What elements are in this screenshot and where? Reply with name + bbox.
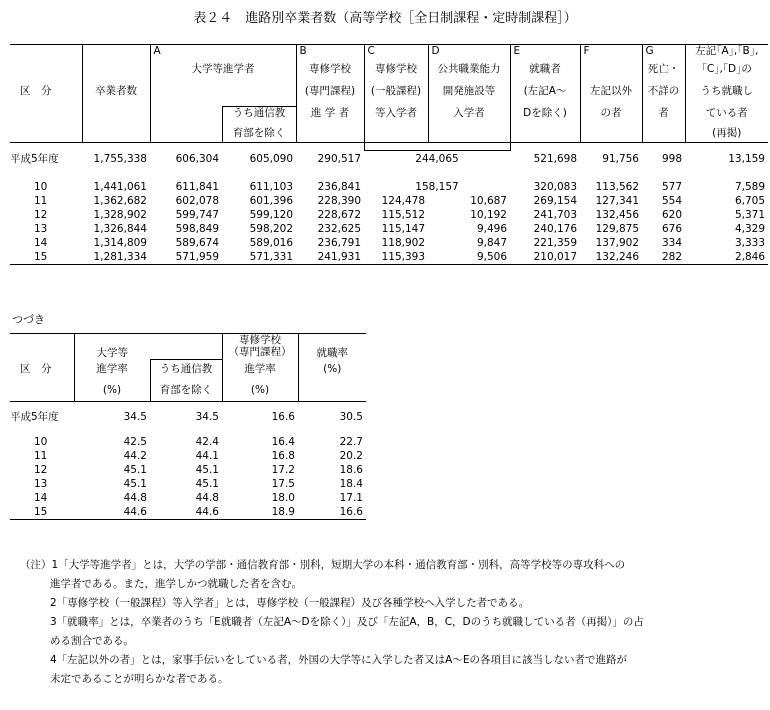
cell-a: 571,959	[150, 251, 222, 265]
cell-h: 3,333	[734, 237, 765, 249]
cell-v3: 16.6	[271, 411, 295, 423]
cell-c: 118,902	[381, 237, 425, 249]
header-cell	[150, 334, 222, 360]
cell-cd: 244,065	[415, 152, 459, 165]
cell-a-sub: 599,120	[249, 209, 293, 221]
kubun-header-2: 区 分	[20, 363, 52, 375]
cell-v3: 18.9	[222, 506, 298, 520]
cell-v3: 17.5	[271, 478, 295, 490]
header-cell	[82, 127, 150, 143]
cell-d: 9,506	[428, 251, 510, 265]
col-b-line1: 専修学校	[296, 63, 364, 85]
cell-v1: 44.8	[123, 492, 147, 504]
col-g-line2: 不詳の	[642, 85, 685, 107]
col-h-line5: (再掲)	[685, 127, 768, 143]
cell-h: 7,589	[734, 180, 765, 193]
cell-e: 521,698	[533, 152, 577, 165]
rate-col2-line2: 育部を除く	[150, 380, 222, 402]
header-cell	[82, 63, 150, 85]
cell-v1: 42.5	[123, 436, 147, 448]
cell-v4: 16.6	[298, 506, 366, 520]
col-d-letter: D	[428, 45, 510, 63]
row-year: 15	[10, 506, 74, 520]
cell-a-sub: 601,396	[249, 195, 293, 207]
note-1: （注）1「大学等進学者」とは，大学の学部・通信教育部・別科，短期大学の本科・通信教育部・別科，高等学校等の専攻科への	[20, 559, 626, 571]
col-h-line3: うち就職し	[685, 85, 768, 107]
table-row	[10, 251, 768, 265]
header-cell	[150, 85, 222, 107]
cell-c: 115,147	[381, 223, 425, 235]
cell-v4: 18.4	[339, 478, 363, 490]
cell-v4: 20.2	[339, 450, 363, 462]
main-table	[10, 44, 768, 265]
header-cell	[580, 63, 642, 85]
cell-e: 221,359	[533, 237, 577, 249]
row-year: 11	[34, 195, 48, 207]
col-b-letter: B	[296, 45, 364, 63]
col-b-line2: (専門課程)	[296, 85, 364, 107]
col-a-sub-line2: 育部を除く	[222, 127, 296, 143]
table-row	[10, 180, 768, 195]
note-3-cont: める割合である。	[50, 635, 134, 647]
cell-v3: 16.4	[271, 436, 295, 448]
cell-b: 236,791	[317, 237, 361, 249]
cell-b: 228,390	[317, 195, 361, 207]
cell-g: 334	[661, 237, 682, 249]
table-row	[10, 436, 366, 450]
cell-d: 9,847	[476, 237, 507, 249]
cell-g: 676	[661, 223, 682, 235]
rate-col4-line2: (%)	[298, 360, 366, 380]
cell-a: 606,304	[175, 152, 219, 165]
row-year: 11	[34, 450, 48, 462]
cell-f: 137,902	[595, 237, 639, 249]
cell-a: 611,841	[175, 180, 219, 193]
row-year: 14	[34, 492, 48, 504]
cell-g: 620	[661, 209, 682, 221]
cell-e: 320,083	[533, 180, 577, 193]
col-g-line1: 死亡・	[642, 63, 685, 85]
col-e-line3: Dを除く)	[510, 107, 580, 127]
col-f-letter: F	[580, 45, 642, 63]
col-e-line1: 就職者	[510, 63, 580, 85]
cell-a-sub: 611,103	[249, 180, 293, 193]
cell-b: 232,625	[317, 223, 361, 235]
table-row	[10, 195, 768, 209]
cell-g: 998	[661, 152, 682, 165]
cell-f: 91,756	[602, 152, 639, 165]
col-h-line4: ている者	[685, 107, 768, 127]
header-cell	[82, 45, 150, 63]
row-year: 平成5年度	[10, 411, 59, 423]
cell-v4: 30.5	[339, 411, 363, 423]
table-row	[10, 151, 768, 168]
row-year: 13	[34, 478, 48, 490]
table-row	[10, 506, 366, 520]
cell-b: 236,841	[317, 180, 361, 193]
rate-col1-line1: 大学等	[74, 334, 150, 360]
rate-col1-line3: (%)	[74, 380, 150, 402]
col-d-line2: 開発施設等	[428, 85, 510, 107]
row-year: 12	[34, 464, 48, 476]
row-year: 12	[34, 209, 48, 221]
cell-f: 113,562	[595, 180, 639, 193]
col-e-line2: (左記A～	[510, 85, 580, 107]
header-cell	[510, 127, 580, 143]
cell-f: 132,246	[580, 251, 642, 265]
cell-b: 228,672	[317, 209, 361, 221]
cell-graduates: 1,326,844	[93, 223, 147, 235]
cell-v4: 22.7	[339, 436, 363, 448]
cell-a-sub: 605,090	[249, 152, 293, 165]
cell-c: 115,512	[381, 209, 425, 221]
cell-v2: 44.1	[195, 450, 219, 462]
cell-h: 5,371	[734, 209, 765, 221]
graduates-header: 卒業者数	[82, 85, 150, 107]
page-title: 表２４ 進路別卒業者数（高等学校［全日制課程・定時制課程］）	[193, 11, 577, 26]
cell-a: 602,078	[175, 195, 219, 207]
cell-graduates: 1,314,809	[93, 237, 147, 249]
cell-v4: 18.6	[339, 464, 363, 476]
cell-c: 124,478	[381, 195, 425, 207]
row-year: 平成5年度	[10, 152, 59, 165]
cell-v4: 17.1	[339, 492, 363, 504]
cell-e: 240,176	[533, 223, 577, 235]
header-cell	[364, 127, 428, 143]
cell-graduates: 1,328,902	[93, 209, 147, 221]
col-b-line3: 進 学 者	[296, 107, 364, 127]
cell-b: 290,517	[317, 152, 361, 165]
cell-b: 241,931	[296, 251, 364, 265]
header-cell	[428, 127, 510, 143]
col-f-line2: の者	[580, 107, 642, 127]
table-row	[10, 478, 366, 492]
header-cell	[296, 127, 364, 143]
cell-d: 10,687	[470, 195, 507, 207]
cell-a-sub: 589,016	[249, 237, 293, 249]
rate-col4-line1: 就職率	[298, 334, 366, 360]
cell-a: 599,747	[175, 209, 219, 221]
header-cell	[82, 107, 150, 127]
col-c-line3: 等入学者	[364, 107, 428, 127]
cell-v1: 44.2	[123, 450, 147, 462]
continued-label: つづき	[12, 313, 45, 326]
cell-graduates: 1,362,682	[93, 195, 147, 207]
header-cell	[10, 334, 74, 360]
note-3: 3「就職率」とは，卒業者のうち「E就職者（左記A～Dを除く）」及び「左記A，B，C，Dのうち就職している者（再掲）」の占	[50, 616, 644, 628]
rate-col2-line1: うち通信教	[150, 360, 222, 380]
rate-col3-header	[222, 334, 298, 360]
row-year: 14	[34, 237, 48, 249]
cell-v1: 44.6	[74, 506, 150, 520]
row-year: 10	[34, 180, 48, 193]
cell-v2: 42.4	[195, 436, 219, 448]
cell-d: 10,192	[470, 209, 507, 221]
cell-v2: 45.1	[195, 478, 219, 490]
cell-f: 132,456	[595, 209, 639, 221]
col-d-line3: 入学者	[428, 107, 510, 127]
header-cell	[150, 107, 222, 127]
cell-v3: 16.8	[271, 450, 295, 462]
cell-e: 241,703	[533, 209, 577, 221]
cell-e: 210,017	[510, 251, 580, 265]
rates-table	[10, 333, 366, 520]
header-cell	[10, 45, 82, 63]
cell-e: 269,154	[533, 195, 577, 207]
row-year: 13	[34, 223, 48, 235]
cell-v2: 44.6	[150, 506, 222, 520]
col-e-letter: E	[510, 45, 580, 63]
row-year: 15	[10, 251, 82, 265]
header-cell	[580, 127, 642, 143]
notes	[20, 556, 760, 689]
cell-graduates: 1,281,334	[82, 251, 150, 265]
header-cell	[222, 85, 296, 107]
header-cell	[298, 380, 366, 402]
note-1-cont: 進学者である。また，進学しかつ就職した者を含む。	[50, 578, 302, 590]
cell-c: 115,393	[364, 251, 428, 265]
header-cell	[10, 63, 82, 85]
col-d-line1: 公共職業能力	[428, 63, 510, 85]
rate-col3-line3: 進学率	[222, 360, 298, 380]
col-a-label: 大学等進学者	[150, 63, 296, 85]
cell-v2: 44.8	[195, 492, 219, 504]
cell-v1: 45.1	[123, 464, 147, 476]
header-cell	[150, 127, 222, 143]
cell-v1: 34.5	[123, 411, 147, 423]
note-4-cont: 未定であることが明らかな者である。	[50, 673, 229, 685]
kubun-header: 区 分	[20, 84, 52, 97]
col-g-line3: 者	[642, 107, 685, 127]
col-c-line2: (一般課程)	[364, 85, 428, 107]
header-cell	[642, 127, 685, 143]
col-c-letter: C	[364, 45, 428, 63]
header-cell	[10, 127, 82, 143]
cell-graduates: 1,441,061	[93, 180, 147, 193]
cell-h: 13,159	[728, 152, 765, 165]
table-row	[10, 450, 366, 464]
table-row	[10, 492, 366, 506]
cell-v2: 45.1	[195, 464, 219, 476]
col-f-line1: 左記以外	[580, 85, 642, 107]
cell-h: 4,329	[734, 223, 765, 235]
cell-a-sub: 571,331	[222, 251, 296, 265]
cell-a-sub: 598,202	[249, 223, 293, 235]
cell-g: 282	[642, 251, 685, 265]
cell-a: 598,849	[175, 223, 219, 235]
table-row	[10, 410, 366, 426]
cell-f: 129,875	[595, 223, 639, 235]
table-row	[10, 223, 768, 237]
col-a-sub-line1: うち通信教	[222, 107, 296, 127]
cell-graduates: 1,755,338	[93, 152, 147, 165]
cell-h: 6,705	[734, 195, 765, 207]
table-row	[10, 237, 768, 251]
rate-col3-line4: (%)	[222, 380, 298, 402]
col-h-line1: 左記｢A｣,｢B｣,	[685, 45, 768, 63]
col-a-letter: A	[150, 45, 296, 63]
header-cell	[10, 380, 74, 402]
table-row	[10, 464, 366, 478]
note-2: 2「専修学校（一般課程）等入学者」とは，専修学校（一般課程）及び各種学校へ入学した者である。	[50, 597, 530, 609]
rate-col1-line2: 進学率	[74, 360, 150, 380]
header-cell	[10, 107, 82, 127]
table-row	[10, 209, 768, 223]
col-g-letter: G	[642, 45, 685, 63]
cell-v1: 45.1	[123, 478, 147, 490]
col-h-line2: ｢C｣,｢D｣の	[685, 63, 768, 85]
rate-col3-line1: 専修学校	[239, 334, 281, 346]
cell-f: 127,341	[595, 195, 639, 207]
cell-a: 589,674	[175, 237, 219, 249]
cell-v2: 34.5	[195, 411, 219, 423]
cell-d: 9,496	[476, 223, 507, 235]
note-4: 4「左記以外の者」とは，家事手伝いをしている者，外国の大学等に入学した者又はA～Eの各項目に該当しない者で進路が	[50, 654, 627, 666]
cell-h: 2,846	[685, 251, 768, 265]
cell-g: 554	[661, 195, 682, 207]
cell-g: 577	[661, 180, 682, 193]
cell-v3: 17.2	[271, 464, 295, 476]
cell-v3: 18.0	[271, 492, 295, 504]
cell-cd: 158,157	[415, 180, 459, 193]
col-c-line1: 専修学校	[364, 63, 428, 85]
rate-col3-line2: （専門課程）	[228, 346, 292, 358]
row-year: 10	[34, 436, 48, 448]
